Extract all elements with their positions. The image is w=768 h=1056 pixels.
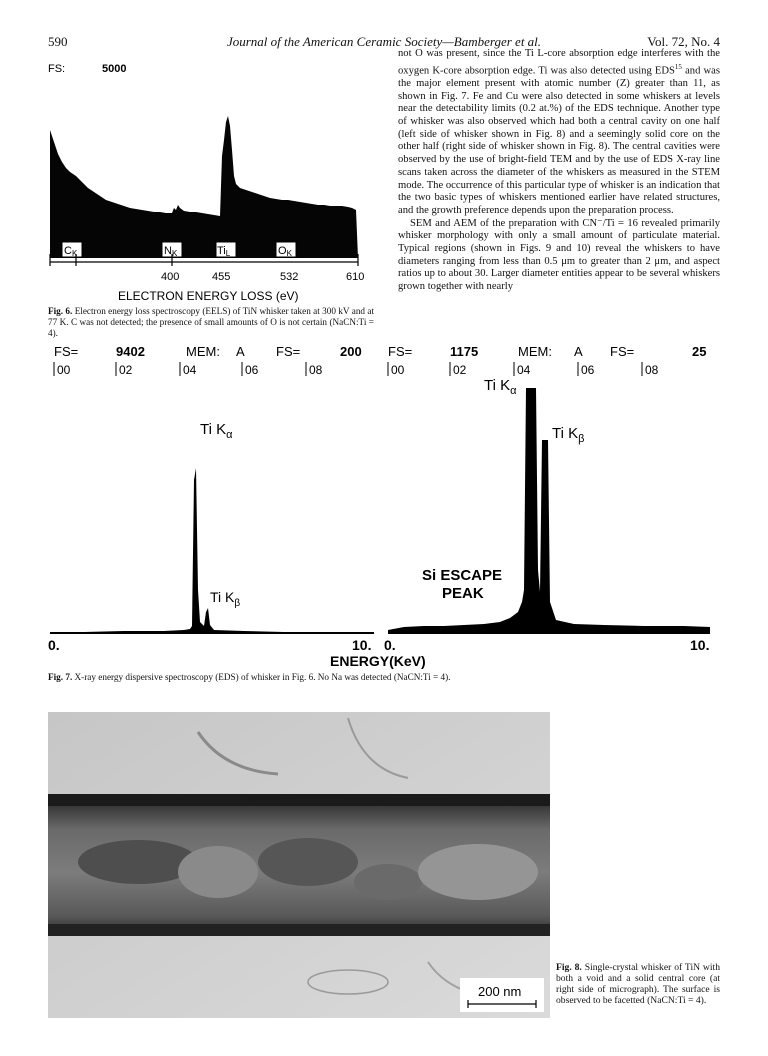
svg-text:06: 06 [581, 363, 595, 377]
svg-text:200: 200 [340, 344, 362, 359]
fig6-tick-455: 455 [212, 271, 231, 283]
fig6-caption-text: Electron energy loss spectroscopy (EELS) of TiN whisker taken at 300 kV and at 77 K. C was not detected; the presence of small amounts of O is not certain (NaCN:Ti = 4). [48, 306, 374, 338]
svg-text:04: 04 [517, 363, 531, 377]
fig8-caption [556, 962, 720, 1006]
page-number: 590 [48, 34, 68, 49]
fig6-edge-label-ti: TiL [217, 245, 231, 258]
svg-text:25: 25 [692, 344, 707, 359]
body-paragraph-1: not O was present, since the Ti L-core absorption edge interferes with the oxygen K-core absorption edge. Ti was also detected using EDS$^{15}$ and was the major element present with atomic number (Z) greater than 11, as shown in Fig. 7. Fe and Cu were also detected in some whiskers at levels near the detectability limits (0.2 at.%) of the EDS technique. Another type of whisker was also observed which had both a central cavity on one half (left side of whisker shown in Fig. 8) and a seemingly solid core on the other half (right side of whisker shown in Fig. 8). The central cavities were observed by the use of bright-field TEM and by the use of EDS X-ray line scans taken across the diameter of the whiskers as measured in the STEM mode. The occurrence of this particular type of whisker is an indication that the two basic types of whiskers mentioned earlier have related structures, and the growth preference depends upon the preparation process. [398, 48, 720, 216]
fig7-right-scale-ticks [388, 362, 659, 377]
fig6-tick-400: 400 [161, 271, 180, 283]
fig7-si-escape-line1: Si ESCAPE [422, 567, 503, 584]
fig6-tick-532: 532 [280, 271, 299, 283]
fig7-x-axis-label: ENERGY(KeV) [330, 653, 426, 669]
svg-text:MEM:: MEM: [186, 344, 220, 359]
fig8-scale-bar-label: 200 nm [478, 984, 522, 999]
fig6-edge-label-n: NK [164, 245, 178, 258]
fig7-caption [48, 672, 720, 683]
fig7-caption-label: Fig. 7. [48, 672, 73, 682]
fig7-right-header [388, 344, 706, 359]
reference-15: 15 [674, 62, 682, 71]
svg-text:A: A [574, 344, 583, 359]
svg-text:FS=: FS= [610, 344, 635, 359]
fig6-edge-label-o: OK [278, 245, 292, 258]
svg-text:02: 02 [453, 363, 467, 377]
fig7-caption-text: X-ray energy dispersive spectroscopy (EDS) of whisker in Fig. 6. No Na was detected (NaCN:Ti = 4). [74, 672, 451, 682]
fig6-fs-label: FS: [48, 63, 66, 75]
fig6-spectrum-fill [50, 116, 358, 258]
fig7-right-x-start: 0. [384, 637, 396, 653]
volume-issue: Vol. 72, No. 4 [647, 34, 720, 49]
svg-text:02: 02 [119, 363, 133, 377]
fig7-right-peak-ti-kb: Ti $K_\beta$ [552, 425, 585, 445]
svg-text:MEM:: MEM: [518, 344, 552, 359]
fig6-eels-spectrum [40, 58, 380, 308]
fig7-right-x-end: 10. [690, 637, 710, 653]
fig7-right-spectrum [388, 388, 710, 634]
svg-text:00: 00 [391, 363, 405, 377]
fig7-right-peak-ti-ka: Ti $K_\alpha$ [484, 377, 517, 397]
svg-text:A: A [236, 344, 245, 359]
fig6-fs-value: 5000 [102, 63, 127, 75]
fig7-left-peak-ti-ka: Ti $K_\alpha$ [200, 421, 233, 441]
svg-text:08: 08 [645, 363, 659, 377]
svg-text:04: 04 [183, 363, 197, 377]
svg-text:06: 06 [245, 363, 259, 377]
fig7-eds-spectra [44, 340, 720, 670]
fig6-tick-610: 610 [346, 271, 365, 283]
fig7-left-spectrum [50, 468, 374, 634]
fig8-caption-label: Fig. 8. [556, 962, 582, 973]
fig7-left-peak-ti-kb: Ti $K_\beta$ [210, 589, 241, 609]
svg-text:FS=: FS= [388, 344, 413, 359]
svg-text:08: 08 [309, 363, 323, 377]
fig7-left-x-end: 10. [352, 637, 372, 653]
body-paragraph-2: SEM and AEM of the preparation with CN⁻/Ti = 16 revealed primarily whisker morphology with only a small amount of particulate material. Typical regions (shown in Figs. 9 and 10) reveal the whiskers to have diameters ranging from less than 0.5 μm to greater than 2 μm, and aspect ratios up to about 30. Larger diameter entities appear to be several whiskers grown together with nearly [398, 217, 720, 293]
fig6-caption [48, 306, 374, 339]
fig8-tem-micrograph [48, 712, 550, 1018]
fig7-si-escape-line2: PEAK [442, 585, 484, 602]
fig7-left-header [54, 344, 362, 359]
fig6-caption-label: Fig. 6. [48, 306, 73, 316]
journal-title: Journal of the American Ceramic Society—Bamberger et al. [226, 34, 542, 49]
body-text-column [398, 48, 720, 294]
svg-text:1175: 1175 [450, 344, 479, 359]
svg-text:9402: 9402 [116, 344, 145, 359]
svg-text:FS=: FS= [54, 344, 79, 359]
fig7-left-x-start: 0. [48, 637, 60, 653]
fig7-left-scale-ticks [54, 362, 323, 377]
svg-text:00: 00 [57, 363, 71, 377]
fig8-caption-text: Single-crystal whisker of TiN with both a void and a solid central core (at right side of micrograph). The surface is observed to be facetted (NaCN:Ti = 4). [556, 962, 720, 1006]
svg-text:FS=: FS= [276, 344, 301, 359]
fig6-edge-label-c: CK [64, 245, 78, 258]
fig6-x-axis-label: ELECTRON ENERGY LOSS (eV) [118, 289, 299, 303]
